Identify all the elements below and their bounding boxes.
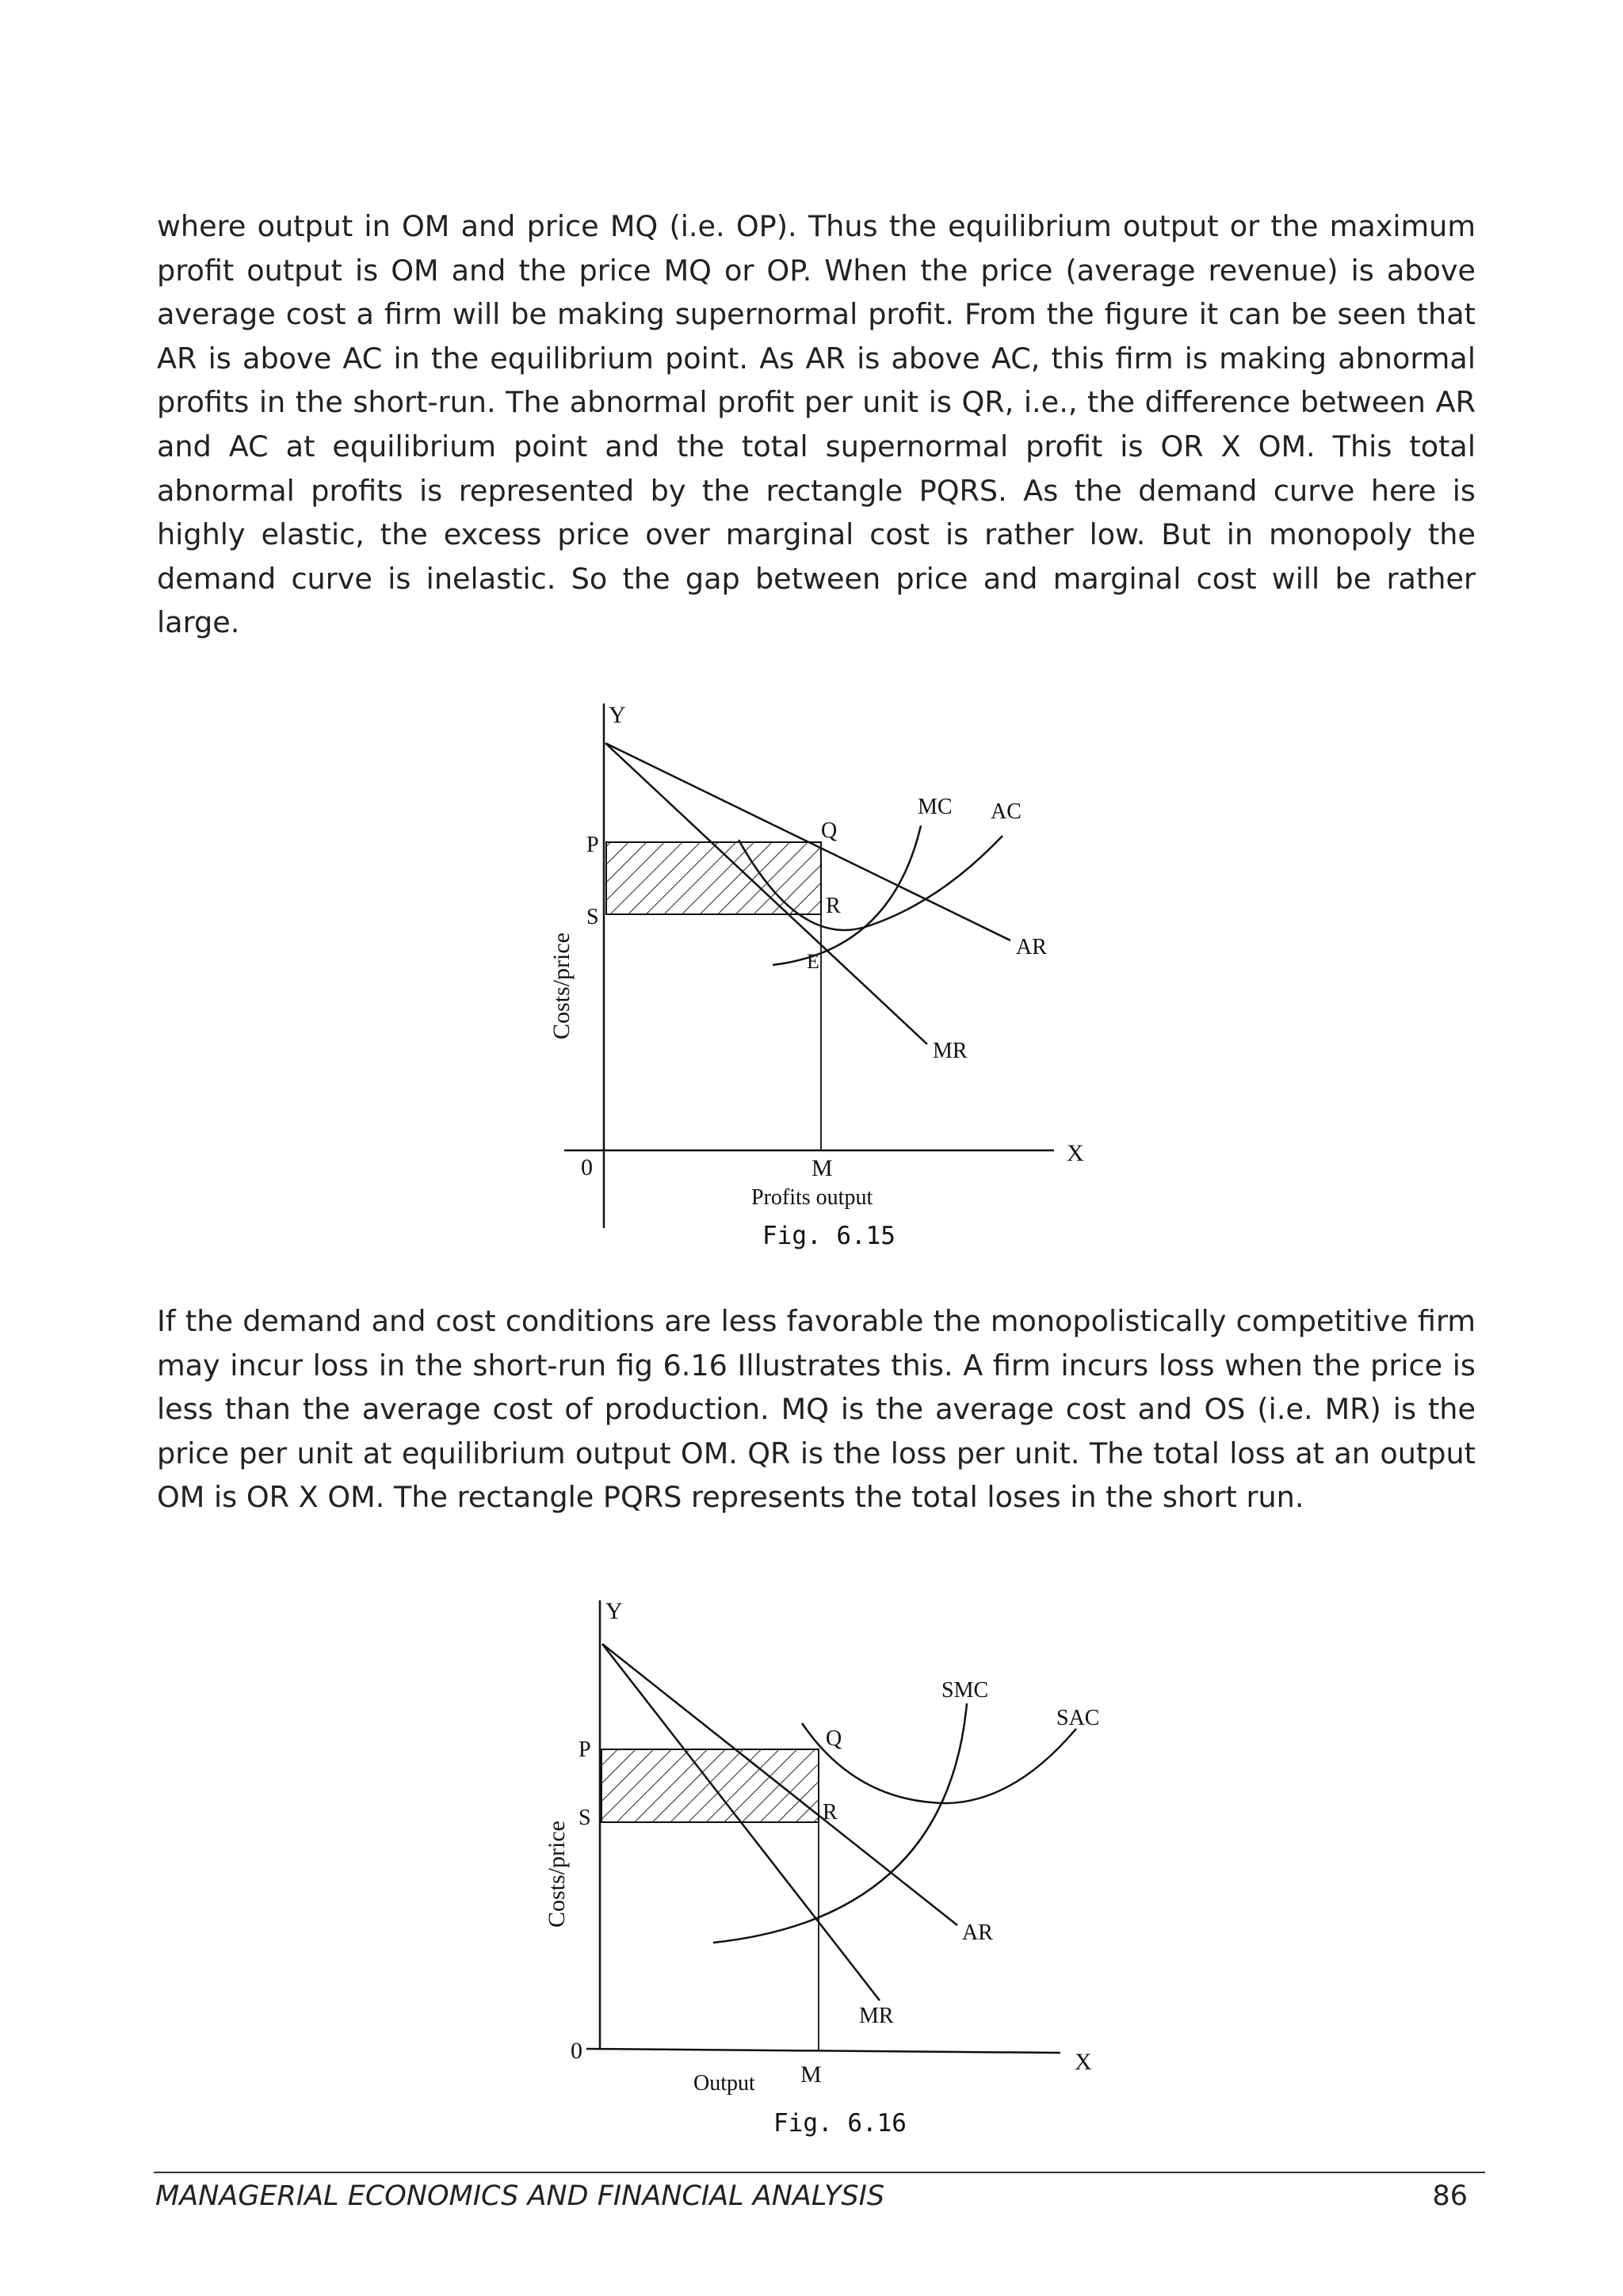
origin-label: 0 <box>581 1154 593 1180</box>
r-label: R <box>826 894 841 918</box>
figure-6-15 <box>0 681 1623 1268</box>
y-axis-title: Costs/price <box>544 1821 570 1928</box>
figure-6-16 <box>0 1585 1623 2155</box>
loss-rectangle-pqrs <box>601 1749 819 1822</box>
sac-curve <box>802 1723 1076 1803</box>
y-axis-letter: Y <box>609 702 626 728</box>
x-axis <box>586 2049 1060 2053</box>
footer-divider <box>154 2172 1485 2173</box>
m-label: M <box>812 1155 833 1181</box>
sac-label: SAC <box>1056 1706 1100 1730</box>
s-label: S <box>586 905 599 929</box>
p-label: P <box>579 1737 591 1762</box>
ac-label: AC <box>991 799 1022 824</box>
smc-label: SMC <box>941 1678 989 1703</box>
s-label: S <box>579 1806 591 1830</box>
figure-caption: Fig. 6.16 <box>773 2109 907 2138</box>
q-label: Q <box>821 818 838 843</box>
ar-label: AR <box>1016 935 1047 959</box>
y-axis-title: Costs/price <box>548 933 575 1039</box>
y-axis-letter: Y <box>605 1598 623 1624</box>
body-paragraph-2: If the demand and cost conditions are less favorable the monopolistically competitive firm may incur loss in the short-run fig 6.16 Illustrates this. A firm incurs loss when the price is less than the average cost of production. MQ is the average cost and OS (i.e. MR) is the price per unit at equilibrium output OM. QR is the loss per unit. The total loss at an output OM is OR X OM. The rectangle PQRS represents the total loses in the short run. <box>157 1304 1476 1515</box>
page-number: 86 <box>1432 2180 1468 2212</box>
r-label: R <box>823 1800 838 1825</box>
x-axis-title: Profits output <box>751 1185 873 1210</box>
p-label: P <box>586 833 599 857</box>
mr-label: MR <box>859 2004 894 2028</box>
mr-label: MR <box>933 1039 968 1063</box>
x-axis-letter: X <box>1075 2049 1092 2075</box>
figure-caption: Fig. 6.15 <box>762 1222 896 1250</box>
footer-title: MANAGERIAL ECONOMICS AND FINANCIAL ANALYSIS <box>155 2180 885 2212</box>
m-label: M <box>800 2061 822 2088</box>
x-axis-title: Output <box>693 2071 755 2096</box>
ar-label: AR <box>962 1920 993 1945</box>
body-paragraph-1: where output in OM and price MQ (i.e. OP). Thus the equilibrium output or the maximum profit output is OM and the price MQ or OP. When the price (average revenue) is above average cost a firm will be making supernormal profit. From the figure it can be seen that AR is above AC in the equilibrium point. As AR is above AC, this firm is making abnormal profits in the short-run. The abnormal profit per unit is QR, i.e., the difference between AR and AC at equilibrium point and the total supernormal profit is OR X OM. This total abnormal profits is represented by the rectangle PQRS. As the demand curve here is highly elastic, the excess price over marginal cost is rather low. But in monopoly the demand curve is inelastic. So the gap between price and marginal cost will be rather large. <box>157 209 1476 640</box>
origin-label: 0 <box>571 2038 582 2064</box>
mc-label: MC <box>918 795 953 819</box>
profit-rectangle-pqrs <box>606 842 821 914</box>
x-axis-letter: X <box>1067 1140 1084 1166</box>
q-label: Q <box>826 1726 842 1751</box>
e-label: E <box>807 950 819 973</box>
